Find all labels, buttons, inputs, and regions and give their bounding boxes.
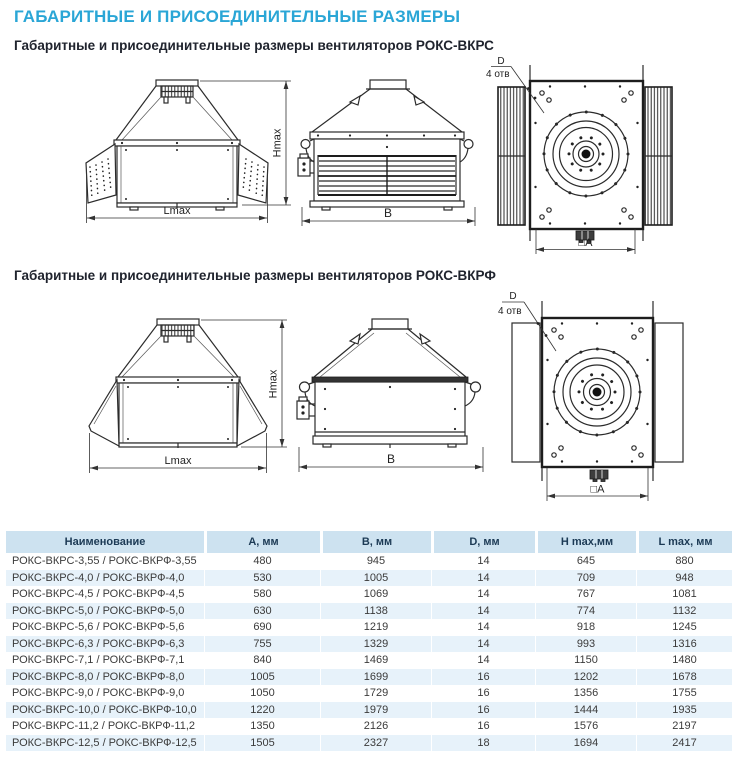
diffuser-left — [89, 380, 119, 446]
value-cell: 1219 — [320, 619, 431, 636]
value-cell: 690 — [204, 619, 320, 636]
diffuser-left — [86, 144, 116, 203]
section-heading-vkrf: Габаритные и присоединительные размеры вентиляторов РОКС-ВКРФ — [14, 268, 496, 283]
motor-box — [297, 397, 315, 419]
value-cell: 14 — [431, 619, 535, 636]
value-cell: 1220 — [204, 702, 320, 719]
drawings-vkrf — [0, 283, 734, 519]
value-cell: 1576 — [535, 718, 636, 735]
value-cell: 1245 — [636, 619, 732, 636]
value-cell: 14 — [431, 636, 535, 653]
model-name-cell: РОКС-ВКРС-7,1 / РОКС-ВКРФ-7,1 — [12, 654, 185, 667]
a-label: □A — [590, 483, 605, 496]
value-cell: 1694 — [535, 735, 636, 752]
value-cell: 2197 — [636, 718, 732, 735]
value-cell: 1316 — [636, 636, 732, 653]
table-row — [6, 553, 732, 570]
value-cell: 630 — [204, 603, 320, 620]
value-cell: 1699 — [320, 669, 431, 686]
drawings-vkrs — [0, 53, 734, 257]
hole-d-label: D — [497, 56, 505, 67]
table-row — [6, 570, 732, 587]
model-name-cell: РОКС-ВКРС-3,55 / РОКС-ВКРФ-3,55 — [12, 555, 197, 568]
fan-body — [312, 377, 468, 448]
table-header-cell: А, мм — [204, 531, 320, 553]
value-cell: 1329 — [320, 636, 431, 653]
value-cell: 1755 — [636, 685, 732, 702]
lmax-label: Lmax — [164, 455, 192, 467]
b-label: B — [383, 206, 393, 220]
model-name-cell: РОКС-ВКРС-6,3 / РОКС-ВКРФ-6,3 — [12, 637, 185, 650]
value-cell: 1356 — [535, 685, 636, 702]
drawing-vkrs-front-view — [10, 55, 300, 255]
value-cell: 14 — [431, 652, 535, 669]
lmax-label: Lmax — [163, 205, 191, 217]
model-name-cell: РОКС-ВКРС-12,5 / РОКС-ВКРФ-12,5 — [12, 736, 197, 749]
a-label: □A — [578, 237, 593, 249]
value-cell: 16 — [431, 702, 535, 719]
value-cell: 767 — [535, 586, 636, 603]
value-cell: 14 — [431, 570, 535, 587]
value-cell: 1138 — [320, 603, 431, 620]
value-cell: 18 — [431, 735, 535, 752]
value-cell: 2327 — [320, 735, 431, 752]
table-header-cell: L max, мм — [636, 531, 732, 553]
value-cell: 14 — [431, 586, 535, 603]
model-name-cell: РОКС-ВКРС-10,0 / РОКС-ВКРФ-10,0 — [12, 703, 197, 716]
value-cell: 1729 — [320, 685, 431, 702]
motor-box — [298, 154, 314, 176]
side-panel-right — [655, 323, 683, 462]
dimensions-table — [6, 531, 732, 751]
side-panel-right — [645, 87, 672, 225]
value-cell: 945 — [320, 553, 431, 570]
value-cell: 645 — [535, 553, 636, 570]
table-body — [6, 553, 732, 751]
model-name-cell: РОКС-ВКРС-5,6 / РОКС-ВКРФ-5,6 — [12, 621, 185, 634]
table-row — [6, 652, 732, 669]
terminal-box — [590, 470, 608, 482]
hmax-label: Hmax — [271, 128, 284, 158]
value-cell: 14 — [431, 603, 535, 620]
table-header-row — [6, 531, 732, 553]
table-row — [6, 603, 732, 620]
table-row — [6, 685, 732, 702]
table-row — [6, 669, 732, 686]
value-cell: 1050 — [204, 685, 320, 702]
value-cell: 1678 — [636, 669, 732, 686]
drawing-vkrs-top-view — [480, 53, 734, 255]
side-panel-left — [512, 323, 540, 462]
dimension-b — [299, 447, 483, 472]
table-row — [6, 702, 732, 719]
value-cell: 840 — [204, 652, 320, 669]
fan-cowl — [312, 80, 462, 132]
value-cell: 1480 — [636, 652, 732, 669]
table-row — [6, 636, 732, 653]
section-heading-vkrs: Габаритные и присоединительные размеры вентиляторов РОКС-ВКРС — [14, 38, 494, 53]
b-label: B — [386, 452, 396, 466]
fan-body — [116, 377, 240, 448]
value-cell: 1979 — [320, 702, 431, 719]
table-row — [6, 586, 732, 603]
table-row — [6, 735, 732, 752]
model-name-cell: РОКС-ВКРС-11,2 / РОКС-ВКРФ-11,2 — [12, 720, 195, 733]
diffuser-right — [238, 144, 268, 203]
value-cell: 1469 — [320, 652, 431, 669]
table-row — [6, 718, 732, 735]
value-cell: 14 — [431, 553, 535, 570]
model-name-cell: РОКС-ВКРС-4,0 / РОКС-ВКРФ-4,0 — [12, 571, 185, 584]
value-cell: 16 — [431, 669, 535, 686]
page-title: ГАБАРИТНЫЕ И ПРИСОЕДИНИТЕЛЬНЫЕ РАЗМЕРЫ — [14, 7, 461, 26]
model-name-cell: РОКС-ВКРС-5,0 / РОКС-ВКРФ-5,0 — [12, 604, 185, 617]
value-cell: 1005 — [204, 669, 320, 686]
value-cell: 1505 — [204, 735, 320, 752]
value-cell: 1069 — [320, 586, 431, 603]
value-cell: 2126 — [320, 718, 431, 735]
value-cell: 580 — [204, 586, 320, 603]
value-cell: 530 — [204, 570, 320, 587]
value-cell: 948 — [636, 570, 732, 587]
diffuser-right — [237, 380, 267, 446]
value-cell: 774 — [535, 603, 636, 620]
table-header-cell: В, мм — [320, 531, 431, 553]
hole-d-label: D — [509, 291, 517, 302]
value-cell: 16 — [431, 685, 535, 702]
fan-cowl — [314, 319, 466, 377]
value-cell: 880 — [636, 553, 732, 570]
value-cell: 755 — [204, 636, 320, 653]
drawing-vkrf-top-view — [480, 285, 734, 513]
value-cell: 1081 — [636, 586, 732, 603]
value-cell: 1935 — [636, 702, 732, 719]
table-header-cell: Наименование — [6, 531, 204, 553]
value-cell: 1005 — [320, 570, 431, 587]
hmax-label: Hmax — [267, 369, 280, 399]
value-cell: 709 — [535, 570, 636, 587]
model-name-cell: РОКС-ВКРС-9,0 / РОКС-ВКРФ-9,0 — [12, 687, 185, 700]
drawing-vkrf-side-view — [290, 289, 490, 509]
fan-body — [310, 132, 464, 210]
model-name-cell: РОКС-ВКРС-4,5 / РОКС-ВКРФ-4,5 — [12, 588, 185, 601]
value-cell: 480 — [204, 553, 320, 570]
table-row — [6, 619, 732, 636]
fan-cowl — [118, 319, 238, 377]
hole-count-label: 4 отв — [498, 306, 522, 317]
drawing-vkrf-front-view — [10, 289, 300, 509]
value-cell: 1350 — [204, 718, 320, 735]
drawing-vkrs-side-view — [292, 55, 482, 255]
table-header-cell: D, мм — [431, 531, 535, 553]
value-cell: 1202 — [535, 669, 636, 686]
value-cell: 16 — [431, 718, 535, 735]
model-name-cell: РОКС-ВКРС-8,0 / РОКС-ВКРФ-8,0 — [12, 670, 185, 683]
fan-body — [114, 140, 240, 210]
value-cell: 2417 — [636, 735, 732, 752]
value-cell: 918 — [535, 619, 636, 636]
value-cell: 1132 — [636, 603, 732, 620]
value-cell: 1150 — [535, 652, 636, 669]
side-panel-left — [498, 87, 525, 225]
value-cell: 1444 — [535, 702, 636, 719]
table-header-cell: Н max,мм — [535, 531, 636, 553]
value-cell: 993 — [535, 636, 636, 653]
hole-count-label: 4 отв — [486, 69, 510, 80]
fan-cowl — [116, 80, 238, 140]
